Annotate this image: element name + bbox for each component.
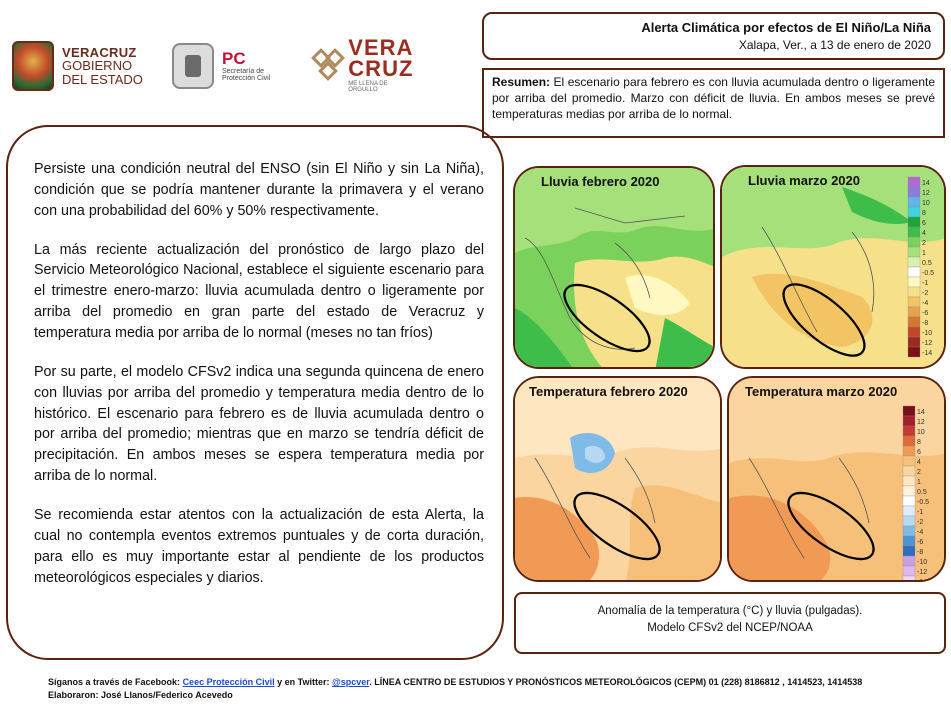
legend-tick-label: -6 <box>917 539 924 546</box>
alert-date: Xalapa, Ver., a 13 de enero de 2020 <box>738 38 931 52</box>
legend-swatch <box>908 187 920 197</box>
legend-tick-label: -8 <box>917 549 924 556</box>
summary-box <box>482 68 945 138</box>
footer-phone-line: . LÍNEA CENTRO DE ESTUDIOS Y PRONÓSTICOS METEOROLÓGICOS (CEPM) 01 (228) 8186812 , 1414523, 1414538 <box>369 677 863 687</box>
legend-swatch <box>903 436 915 446</box>
legend-swatch <box>903 566 915 576</box>
body-paragraph-enso: Persiste una condición neutral del ENSO (sin El Niño y sin La Niña), condición que se podría mantener durante la primavera y el verano con una probabilidad del 60% y 50% respectivamente. <box>34 161 484 219</box>
legend-tick-label: 10 <box>922 200 930 207</box>
legend-swatch <box>903 466 915 476</box>
legend-tick-label: -12 <box>922 340 933 347</box>
vera-cruz-tagline: ME LLENA DE ORGULLO <box>348 81 388 93</box>
legend-swatch <box>903 496 915 506</box>
legend-tick-label: 4 <box>922 230 926 237</box>
rain-february-title: Lluvia febrero 2020 <box>541 174 660 189</box>
proteccion-civil-logo <box>172 38 270 94</box>
legend-swatch <box>908 217 920 227</box>
legend-swatch <box>903 546 915 556</box>
pc-line2: Protección Civil <box>222 74 271 82</box>
legend-swatch <box>903 556 915 566</box>
legend-swatch <box>908 197 920 207</box>
legend-tick-label: -10 <box>922 330 933 337</box>
legend-swatch <box>908 267 920 277</box>
legend-tick-label: -14 <box>917 579 928 586</box>
legend-tick-label: -2 <box>917 519 924 526</box>
temperature-legend-colorbar <box>901 402 941 586</box>
rain-february-map-graphic <box>515 168 715 369</box>
legend-tick-label: -4 <box>922 300 929 307</box>
facebook-link[interactable]: Ceec Protección Civil <box>182 677 275 687</box>
summary-text: El escenario para febrero es con lluvia acumulada dentro o ligeramente por arriba del promedio. Marzo con déficit de lluvia. En ambos meses se prevé temperaturas medias por arriba de lo normal. <box>492 75 935 122</box>
temperature-february-map-graphic <box>515 378 722 582</box>
legend-swatch <box>903 456 915 466</box>
legend-tick-label: 0.5 <box>922 260 932 267</box>
body-paragraph-recommendation: Se recomienda estar atentos con la actualización de esta Alerta, la cual no contempla eventos extremos puntuales y de corta duración, para ello es muy importante estar al pendiente de los productos meteorológicos especiales y diarios. <box>34 507 484 586</box>
legend-swatch <box>908 307 920 317</box>
footer <box>48 676 862 702</box>
legend-tick-label: 0.5 <box>917 489 927 496</box>
legend-swatch <box>908 277 920 287</box>
legend-tick-label: 1 <box>922 250 926 257</box>
legend-swatch <box>908 297 920 307</box>
legend-tick-label: 2 <box>917 469 921 476</box>
legend-tick-label: -4 <box>917 529 924 536</box>
legend-swatch <box>908 317 920 327</box>
legend-tick-label: -10 <box>917 559 928 566</box>
footer-contact-line <box>48 676 862 689</box>
legend-swatch <box>903 516 915 526</box>
pc-logo-text <box>222 50 270 83</box>
map-rain-february <box>513 166 715 369</box>
legend-tick-label: 14 <box>917 409 925 416</box>
legend-tick-label: -0.5 <box>917 499 930 506</box>
legend-tick-label: -1 <box>922 280 929 287</box>
legend-swatch <box>908 347 920 357</box>
veracruz-government-logo <box>12 38 143 94</box>
footer-twitter-prefix: y en Twitter: <box>274 677 332 687</box>
legend-swatch <box>908 207 920 217</box>
pc-acronym: PC <box>222 48 246 68</box>
legend-tick-label: -2 <box>922 290 929 297</box>
legend-swatch <box>903 526 915 536</box>
map-temperature-february <box>513 376 722 582</box>
legend-swatch <box>908 337 920 347</box>
legend-swatch <box>903 506 915 516</box>
legend-tick-label: 2 <box>922 240 926 247</box>
vera-cruz-mark-icon <box>312 49 344 83</box>
footer-facebook-prefix: Síganos a través de Facebook: <box>48 677 183 687</box>
legend-tick-label: 6 <box>917 449 921 456</box>
legend-tick-label: 4 <box>917 459 921 466</box>
logo-line-gobierno: GOBIERNO <box>62 58 133 74</box>
legend-swatch <box>903 486 915 496</box>
legend-tick-label: 12 <box>922 190 930 197</box>
legend-swatch <box>908 227 920 237</box>
logo-strip <box>12 35 414 94</box>
vera-cruz-wordmark <box>348 35 415 93</box>
cruz-word: CRUZ <box>348 56 414 82</box>
legend-swatch <box>903 426 915 436</box>
map-caption <box>514 592 946 654</box>
legend-swatch <box>903 406 915 416</box>
vera-word: VERA <box>348 35 414 61</box>
pc-line1: Secretaría de <box>222 67 265 75</box>
legend-tick-label: 8 <box>917 439 921 446</box>
legend-tick-label: -14 <box>922 350 933 357</box>
body-paragraph-smn: La más reciente actualización del pronóstico de largo plazo del Servicio Meteorológico Nacional, establece el siguiente escenario para el trimestre enero-marzo: lluvia acumulada dentro o ligeramente por arriba del promedio en gran parte del estado de Veracruz y temperatura media por arriba de lo normal (meses no tan fríos) <box>34 241 484 342</box>
legend-swatch <box>908 237 920 247</box>
temperature-february-title: Temperatura febrero 2020 <box>529 384 688 399</box>
caption-line1: Anomalía de la temperatura (°C) y lluvia (pulgadas). <box>597 605 863 617</box>
legend-tick-label: 10 <box>917 429 925 436</box>
legend-swatch <box>908 247 920 257</box>
veracruz-government-text <box>62 46 143 87</box>
legend-tick-label: -0.5 <box>922 270 935 277</box>
caption-line2: Modelo CFSv2 del NCEP/NOAA <box>647 621 813 634</box>
legend-swatch <box>908 177 920 187</box>
map-rain-march <box>720 165 946 369</box>
legend-tick-label: -6 <box>922 310 929 317</box>
legend-tick-label: -12 <box>917 569 928 576</box>
legend-tick-label: -8 <box>922 320 929 327</box>
legend-swatch <box>908 287 920 297</box>
legend-swatch <box>903 446 915 456</box>
legend-swatch <box>908 327 920 337</box>
main-text-box <box>6 125 504 660</box>
rain-legend-colorbar <box>906 173 946 363</box>
map-temperature-march <box>727 376 946 586</box>
legend-tick-label: -1 <box>917 509 924 516</box>
twitter-link[interactable]: @spcver <box>331 677 370 687</box>
alert-title-box <box>482 12 945 60</box>
logo-line-del-estado: DEL ESTADO <box>62 71 143 87</box>
footer-authors: Elaboraron: José Llanos/Federico Acevedo <box>48 690 233 701</box>
legend-tick-label: 1 <box>917 479 921 486</box>
pc-seal-icon <box>172 43 214 89</box>
logo-line-veracruz: VERACRUZ <box>62 44 137 60</box>
legend-tick-label: 8 <box>922 210 926 217</box>
legend-tick-label: 14 <box>922 180 930 187</box>
legend-swatch <box>903 416 915 426</box>
veracruz-orgullo-logo <box>312 35 415 94</box>
legend-swatch <box>903 536 915 546</box>
legend-swatch <box>903 576 915 582</box>
state-seal-icon <box>12 41 54 91</box>
alert-title: Alerta Climática por efectos de El Niño/La Niña <box>641 20 931 35</box>
legend-tick-label: 12 <box>917 419 925 426</box>
legend-tick-label: 6 <box>922 220 926 227</box>
rain-march-title: Lluvia marzo 2020 <box>748 173 860 188</box>
summary-label: Resumen: <box>492 75 551 89</box>
legend-swatch <box>908 257 920 267</box>
body-paragraph-cfsv2: Por su parte, el modelo CFSv2 indica una segunda quincena de enero con lluvias por arriba del promedio y temperatura media dentro de lo histórico. El escenario para febrero es de lluvia acumulada dentro o por arriba del promedio; mientras que en marzo se tendría déficit de precipitación. En ambos meses se espera temperatura media por arriba de lo normal. <box>34 363 484 485</box>
temperature-march-title: Temperatura marzo 2020 <box>745 384 898 399</box>
legend-swatch <box>903 476 915 486</box>
